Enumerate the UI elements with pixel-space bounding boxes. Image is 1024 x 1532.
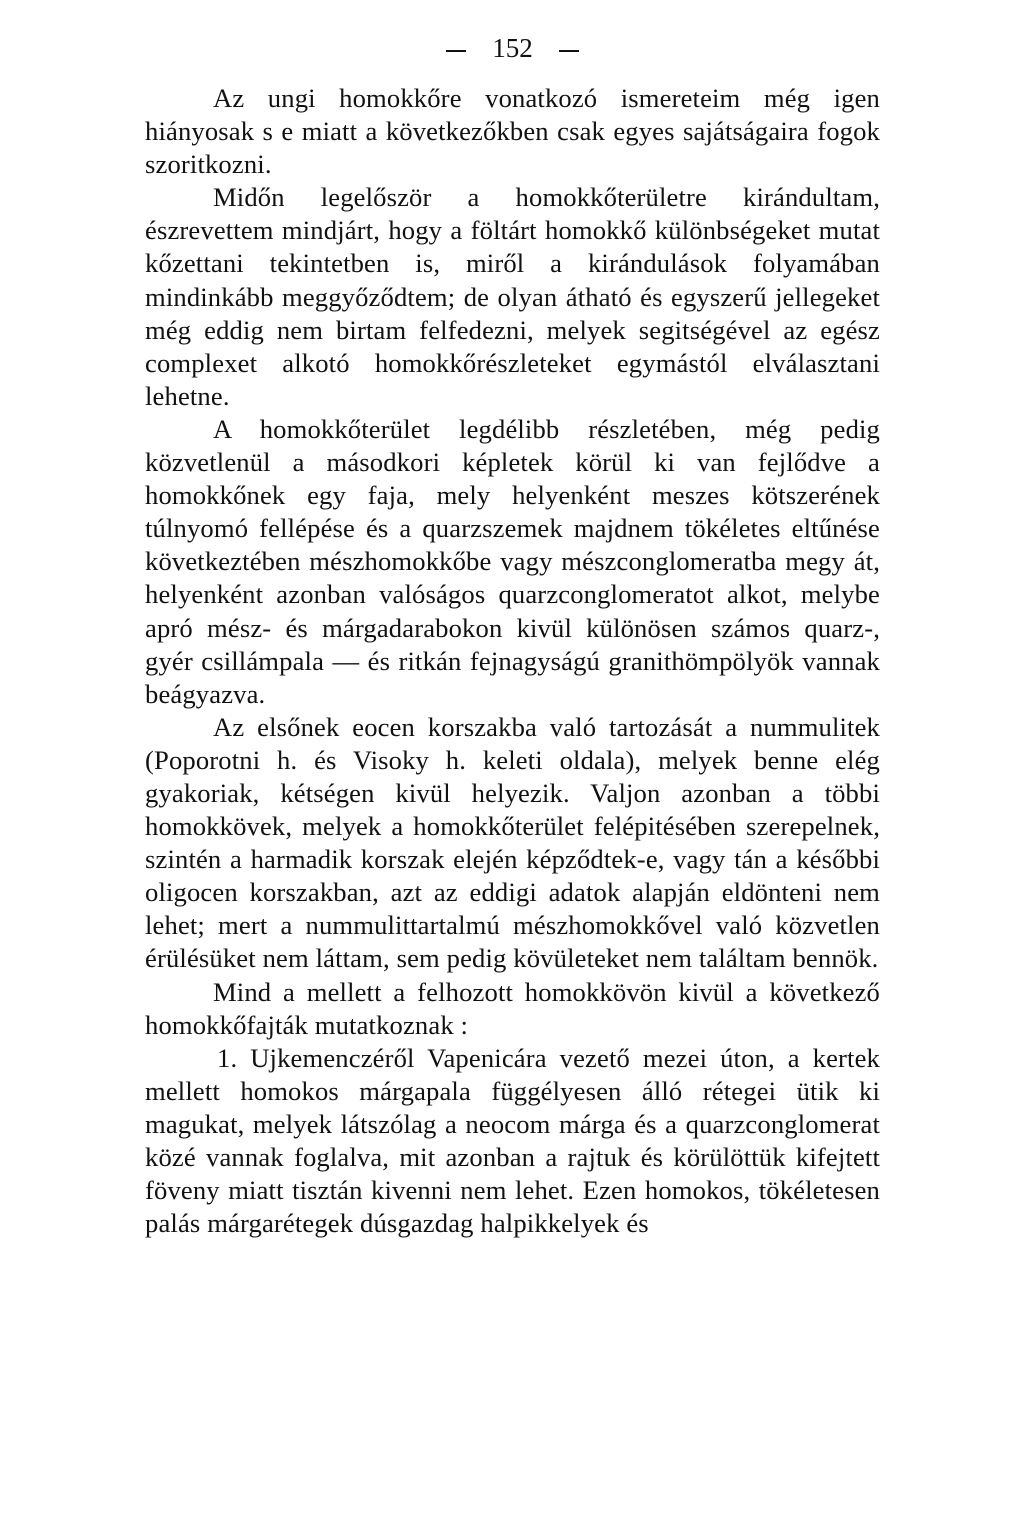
page-number: 152 — [492, 33, 533, 63]
header-dash-right — [559, 50, 579, 52]
header-dash-left — [446, 50, 466, 52]
paragraph-intro: Az ungi homokkőre vonatkozó ismereteim még igen hiányosak s e miatt a következőkben csak egyes sajátságaira fogok szoritkozni. — [145, 83, 880, 180]
page-header — [145, 28, 880, 68]
paragraph-eocene-age: Az elsőnek eocen korszakba való tartozását a nummulitek (Poporotni h. és Visoky h. keleti oldala), melyek benne elég gyakoriak, kétségen kivül helyezik. Valjon azonban a többi homokkövek, melyek a homokkőterület felépitésében szerepelnek, szintén a harmadik korszak elején képződtek-e, vagy tán a későbbi oligocen korszakban, azt az eddigi adatok alapján eldönteni nem lehet; mert a nummulittartalmú mészhomokkővel való közvetlen érülésüket nem láttam, sem pedig kövületeket nem találtam bennök. — [145, 711, 880, 974]
book-page — [145, 28, 880, 1240]
paragraph-southern-area: A homokkőterület legdélibb részletében, még pedig közvetlenül a másodkori képletek körül ki van fejlődve a homokkőnek egy faja, mely helyenként meszes kötszerének túlnyomó fellépése és a quarzszemek majdnem tökéletes eltűnése következtében mészhomokkőbe vagy mészconglomeratba megy át, helyenként azonban valóságos quarzconglomeratot alkot, melybe apró mész- és márgadarabokon kivül különösen számos quarz-, gyér csillámpala — és ritkán fejnagyságú granithömpölyök vannak beágyazva. — [145, 413, 880, 709]
paragraph-list-item-1: 1. Ujkemenczéről Vapenicára vezető mezei úton, a kertek mellett homokos márgapala függélyesen álló rétegei ütik ki magukat, melyek látszólag a neocom márga és a quarzconglomerat közé vannak foglalva, mit azonban a rajtuk és körülöttük kifejtett föveny miatt tisztán kivenni nem lehet. Ezen homokos, tökéletesen palás márgarétegek dúsgazdag halpikkelyek és — [145, 1042, 880, 1239]
paragraph-first-excursion: Midőn legelőször a homokkőterületre kirándultam, észrevettem mindjárt, hogy a föltárt homokkő különbségeket mutat kőzettani tekintetben is, miről a kirándulások folyamában mindinkább meggyőződtem; de olyan átható és egyszerű jellegeket még eddig nem birtam felfedezni, melyek segitségével az egész complexet alkotó homokkőrészleteket egymástól elválasztani lehetne. — [145, 182, 880, 411]
paragraph-sandstone-types: Mind a mellett a felhozott homokkövön kivül a következő homokkőfajták mutatkoznak : — [145, 976, 880, 1040]
